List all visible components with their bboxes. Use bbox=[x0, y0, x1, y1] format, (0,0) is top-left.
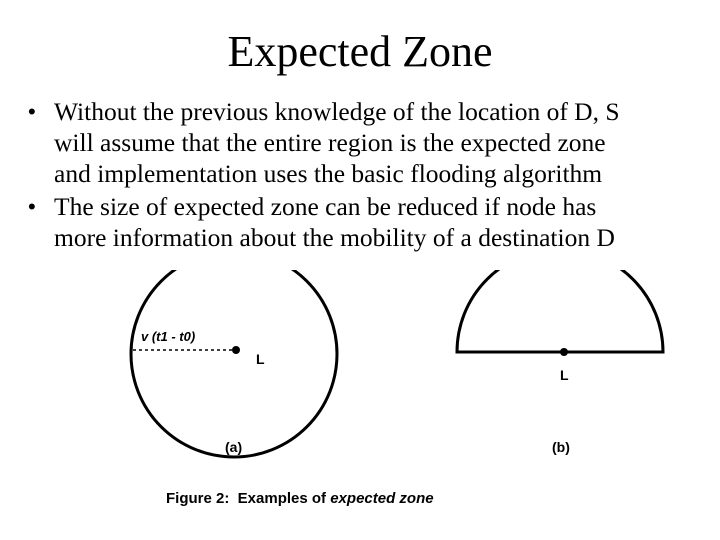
bullet-item bbox=[28, 96, 688, 189]
figure-drawing bbox=[0, 270, 720, 540]
bullet-icon: • bbox=[28, 194, 36, 219]
expected-zone-circle bbox=[131, 270, 337, 457]
figure-caption bbox=[166, 490, 434, 507]
panel-a-label: (a) bbox=[225, 439, 243, 455]
bullet-item bbox=[28, 191, 688, 253]
bullet-line: will assume that the entire region is the expected zone bbox=[54, 128, 606, 157]
bullet-line: The size of expected zone can be reduced if node has bbox=[54, 192, 597, 221]
bullet-line: and implementation uses the basic flooding algorithm bbox=[54, 159, 603, 188]
bullet-list bbox=[28, 96, 688, 255]
panel-b-label: (b) bbox=[552, 439, 570, 455]
radius-label: v (t1 - t0) bbox=[141, 329, 196, 344]
slide-title: Expected Zone bbox=[227, 27, 493, 76]
location-point-a bbox=[232, 346, 240, 354]
point-label-b: L bbox=[560, 367, 569, 383]
expected-zone-figure bbox=[0, 270, 720, 540]
bullet-line: Without the previous knowledge of the location of D, S bbox=[54, 97, 620, 126]
caption-emphasis: expected zone bbox=[330, 490, 434, 507]
caption-prefix: Figure 2: Examples of bbox=[166, 490, 331, 507]
expected-zone-semicircle bbox=[457, 270, 663, 352]
bullet-line: more information about the mobility of a destination D bbox=[54, 223, 615, 252]
location-point-b bbox=[560, 348, 568, 356]
point-label-a: L bbox=[256, 351, 265, 367]
bullet-icon: • bbox=[28, 99, 36, 124]
